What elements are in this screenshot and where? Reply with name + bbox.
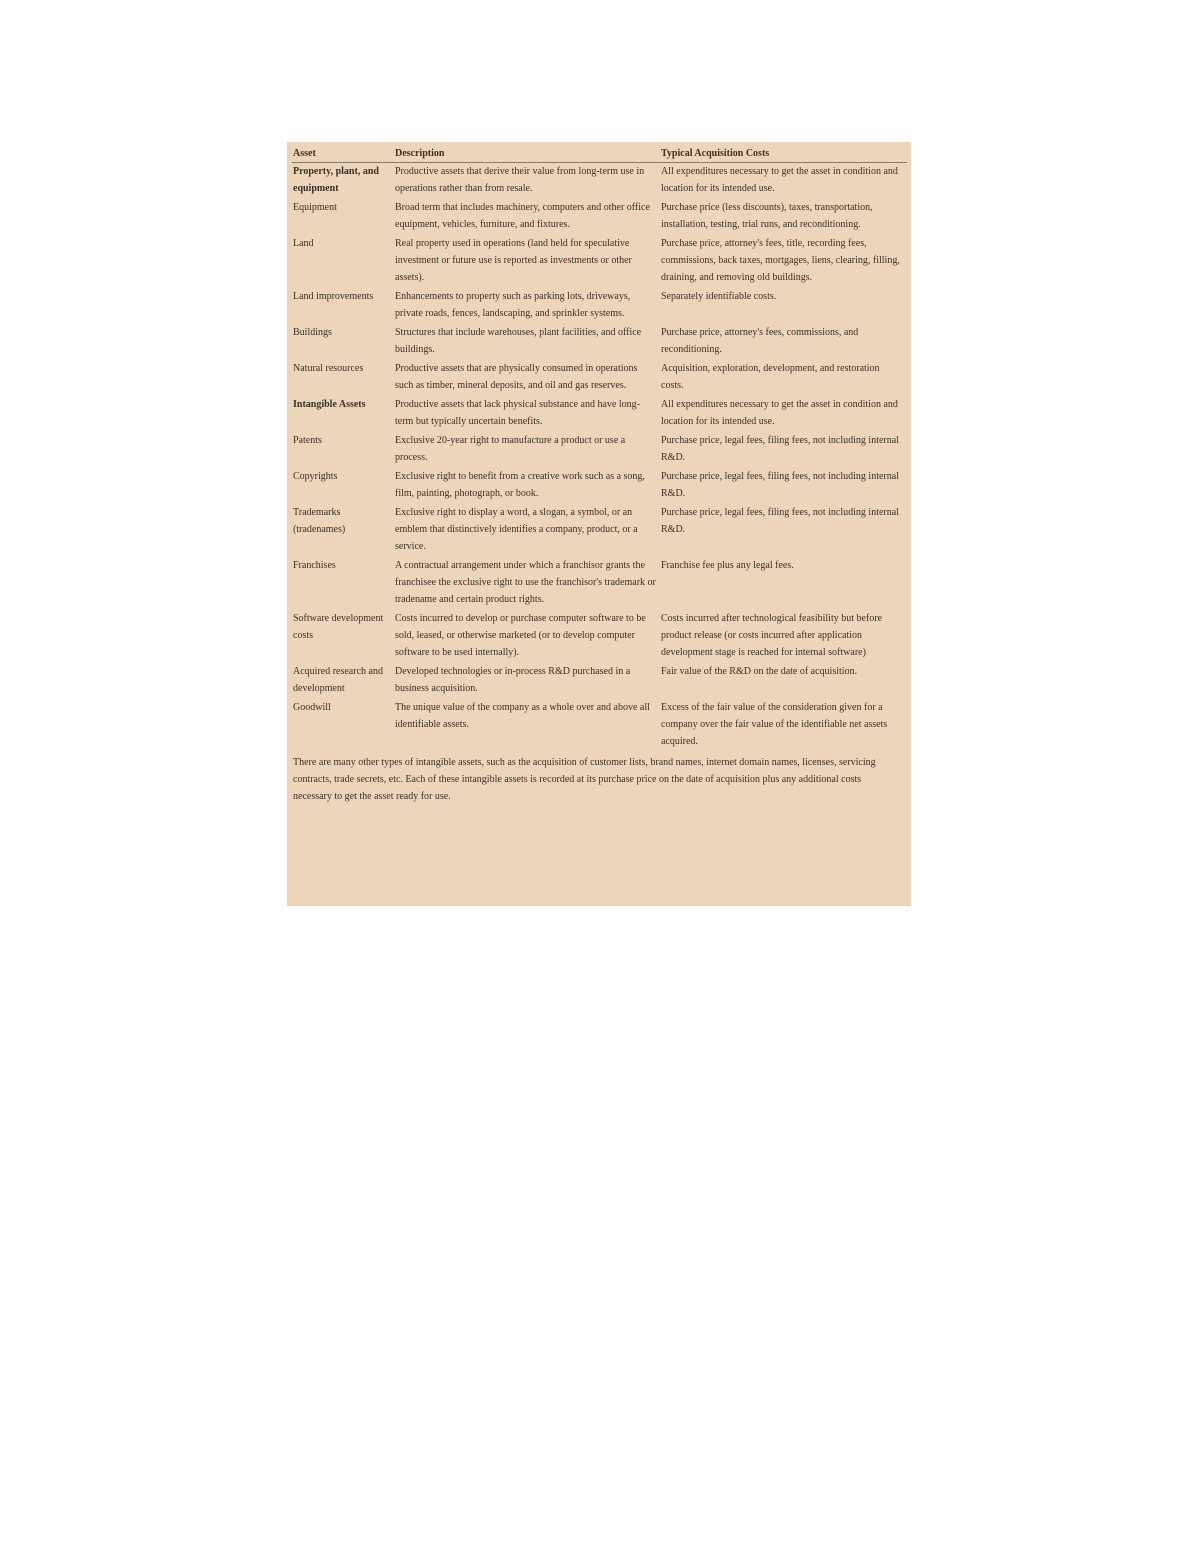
- description-cell: Productive assets that are physically consumed in operations such as timber, mineral deposits, and oil and gas reserves.: [395, 363, 638, 391]
- description-cell: Structures that include warehouses, plant facilities, and office buildings.: [395, 327, 642, 355]
- table-row: [292, 610, 907, 663]
- asset-cost-table: [292, 146, 907, 752]
- asset-category-cell: Intangible Assets: [293, 399, 366, 410]
- header-description: Description: [394, 146, 660, 163]
- table-row: [292, 468, 907, 504]
- asset-cost-table-panel: [287, 142, 911, 906]
- acquisition-costs-cell: Costs incurred after technological feasibility but before product release (or costs incurred after application development stage is reached for internal software): [661, 613, 883, 658]
- table-row: [292, 235, 907, 288]
- table-body: [292, 163, 907, 753]
- description-cell: Exclusive right to display a word, a slogan, a symbol, or an emblem that distinctively identifies a company, product, or a service.: [395, 507, 638, 552]
- table-row: [292, 163, 907, 200]
- asset-cell: Patents: [293, 435, 322, 446]
- description-cell: Broad term that includes machinery, computers and other office equipment, vehicles, furniture, and fixtures.: [395, 202, 650, 230]
- asset-cell: Franchises: [293, 560, 336, 571]
- asset-cell: Acquired research and development: [293, 666, 383, 694]
- asset-cell: Land improvements: [293, 291, 374, 302]
- acquisition-costs-cell: Purchase price (less discounts), taxes, transportation, installation, testing, trial runs, and reconditioning.: [661, 202, 873, 230]
- acquisition-costs-cell: Acquisition, exploration, development, and restoration costs.: [661, 363, 880, 391]
- acquisition-costs-cell: Purchase price, attorney's fees, commissions, and reconditioning.: [661, 327, 859, 355]
- acquisition-costs-cell: Franchise fee plus any legal fees.: [661, 560, 794, 571]
- acquisition-costs-cell: Fair value of the R&D on the date of acquisition.: [661, 666, 858, 677]
- asset-cell: Software development costs: [293, 613, 384, 641]
- footer-note: There are many other types of intangible assets, such as the acquisition of customer lists, brand names, internet domain names, licenses, servicing contracts, trade secrets, etc. Each of these intangible assets is recorded at its purchase price on the date of acquisition plus any additional costs necessary to get the asset ready for use.: [293, 757, 876, 802]
- description-cell: Enhancements to property such as parking lots, driveways, private roads, fences, landscaping, and sprinkler systems.: [395, 291, 631, 319]
- acquisition-costs-cell: All expenditures necessary to get the asset in condition and location for its intended use.: [661, 399, 898, 427]
- asset-cell: Trademarks (tradenames): [293, 507, 346, 535]
- header-costs: Typical Acquisition Costs: [660, 146, 907, 163]
- acquisition-costs-cell: Purchase price, legal fees, filing fees, not including internal R&D.: [661, 435, 899, 463]
- table-row: [292, 663, 907, 699]
- table-row: [292, 432, 907, 468]
- table-row: [292, 699, 907, 752]
- description-cell: Real property used in operations (land held for speculative investment or future use is reported as investments or other assets).: [395, 238, 632, 283]
- table-row: [292, 360, 907, 396]
- asset-cell: Equipment: [293, 202, 337, 213]
- acquisition-costs-cell: All expenditures necessary to get the asset in condition and location for its intended use.: [661, 166, 898, 194]
- description-cell: Productive assets that lack physical substance and have long-term but typically uncertain benefits.: [395, 399, 640, 427]
- description-cell: Developed technologies or in-process R&D purchased in a business acquisition.: [395, 666, 631, 694]
- table-row: [292, 199, 907, 235]
- asset-cell: Goodwill: [293, 702, 331, 713]
- description-cell: The unique value of the company as a whole over and above all identifiable assets.: [395, 702, 650, 730]
- table-row: [292, 557, 907, 610]
- table-row: [292, 288, 907, 324]
- description-cell: Costs incurred to develop or purchase computer software to be sold, leased, or otherwise marketed (or to develop computer software to be used internally).: [395, 613, 646, 658]
- description-cell: Exclusive right to benefit from a creative work such as a song, film, painting, photograph, or book.: [395, 471, 645, 499]
- asset-cell: Copyrights: [293, 471, 338, 482]
- asset-cell: Land: [293, 238, 314, 249]
- asset-cell: Natural resources: [293, 363, 364, 374]
- description-cell: Exclusive 20-year right to manufacture a product or use a process.: [395, 435, 626, 463]
- acquisition-costs-cell: Purchase price, attorney's fees, title, recording fees, commissions, back taxes, mortgages, liens, clearing, filling, draining, and removing old buildings.: [661, 238, 900, 283]
- header-asset: Asset: [292, 146, 394, 163]
- description-cell: A contractual arrangement under which a franchisor grants the franchisee the exclusive right to use the franchisor's trademark or tradename and certain product rights.: [395, 560, 656, 605]
- acquisition-costs-cell: Excess of the fair value of the consideration given for a company over the fair value of the identifiable net assets acquired.: [661, 702, 888, 747]
- acquisition-costs-cell: Purchase price, legal fees, filing fees, not including internal R&D.: [661, 471, 899, 499]
- acquisition-costs-cell: Purchase price, legal fees, filing fees, not including internal R&D.: [661, 507, 899, 535]
- description-cell: Productive assets that derive their value from long-term use in operations rather than from resale.: [395, 166, 645, 194]
- asset-category-cell: Property, plant, and equipment: [293, 166, 379, 194]
- asset-cell: Buildings: [293, 327, 332, 338]
- table-row: [292, 324, 907, 360]
- table-row: [292, 396, 907, 432]
- table-header-row: [292, 146, 907, 163]
- acquisition-costs-cell: Separately identifiable costs.: [661, 291, 777, 302]
- table-row: [292, 504, 907, 557]
